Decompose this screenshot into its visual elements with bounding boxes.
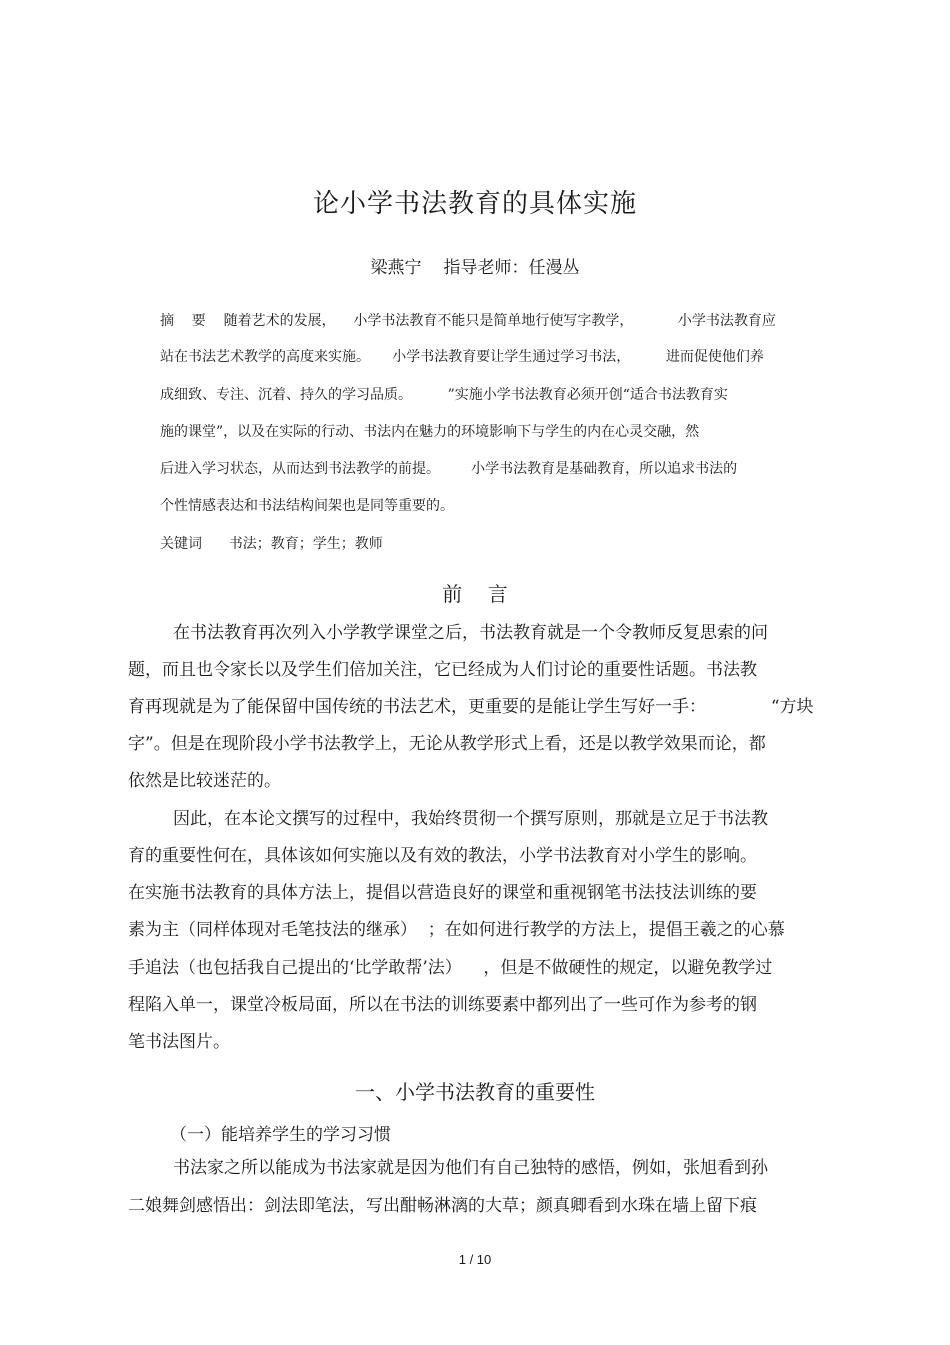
advisor-name: 指导老师：任漫丛 xyxy=(443,258,580,278)
body-line: 书法家之所以能成为书法家就是因为他们有自己独特的感悟，例如，张旭看到孙 xyxy=(173,1158,768,1178)
abstract-line: 站在书法艺术教学的高度来实施。 小学书法教育要让学生通过学习书法， 进而促使他们养 xyxy=(160,349,764,365)
body-line: 素为主（同样体现对毛笔技法的继承） ；在如何进行教学的方法上，提倡王羲之的心慕 xyxy=(128,920,785,940)
body-line: 依然是比较迷茫的。 xyxy=(128,771,281,791)
body-line: 程陷入单一，课堂冷板局面，所以在书法的训练要素中都列出了一些可作为参考的钢 xyxy=(128,995,757,1015)
keywords-line: 关键词 书法；教育；学生；教师 xyxy=(160,536,383,552)
subsection-heading: （一）能培养学生的学习习惯 xyxy=(170,1125,391,1145)
preface-heading: 前 言 xyxy=(442,582,508,606)
body-line: 二娘舞剑感悟出：剑法即笔法，写出酣畅淋漓的大草；颜真卿看到水珠在墙上留下痕 xyxy=(128,1196,757,1216)
author-name: 梁燕宁 xyxy=(370,258,422,278)
body-line: 手追法（也包括我自己提出的‘比学敢帮’法） ，但是不做硬性的规定，以避免教学过 xyxy=(128,958,773,978)
abstract-line: 成细致、专注、沉着、持久的学习品质。 ”实施小学书法教育必须开创“适合书法教育实 xyxy=(160,387,728,403)
body-line: 题，而且也令家长以及学生们倍加关注，它已经成为人们讨论的重要性话题。书法教 xyxy=(128,660,757,680)
abstract-line: 施的课堂”，以及在实际的行动、书法内在魅力的环境影响下与学生的内在心灵交融，然 xyxy=(160,424,700,440)
body-line: 在书法教育再次列入小学教学课堂之后，书法教育就是一个令教师反复思索的问 xyxy=(173,623,768,643)
abstract-line: 摘 要 随着艺术的发展， 小学书法教育不能只是简单地行使写字教学， 小学书法教育应 xyxy=(160,313,776,329)
abstract-line: 后进入学习状态，从而达到书法教学的前提。 小学书法教育是基础教育，所以追求书法的 xyxy=(160,461,738,477)
author-line xyxy=(0,253,950,278)
abstract-line: 个性情感表达和书法结构间架也是同等重要的。 xyxy=(160,498,454,514)
body-line: 育的重要性何在，具体该如何实施以及有效的教法，小学书法教育对小学生的影响。 xyxy=(128,846,757,866)
body-line: 笔书法图片。 xyxy=(128,1032,230,1052)
paper-title: 论小学书法教育的具体实施 xyxy=(312,189,637,219)
body-line: 因此，在本论文撰写的过程中，我始终贯彻一个撰写原则，那就是立足于书法教 xyxy=(173,809,768,829)
body-line: 育再现就是为了能保留中国传统的书法艺术，更重要的是能让学生写好一手： “方块 xyxy=(128,697,814,717)
page-number: 1 / 10 xyxy=(458,1252,492,1267)
section-heading: 一、小学书法教育的重要性 xyxy=(355,1080,595,1104)
body-line: 在实施书法教育的具体方法上，提倡以营造良好的课堂和重视钢笔书法技法训练的要 xyxy=(128,883,757,903)
body-line: 字”。但是在现阶段小学书法教学上，无论从教学形式上看，还是以教学效果而论，都 xyxy=(128,734,766,754)
